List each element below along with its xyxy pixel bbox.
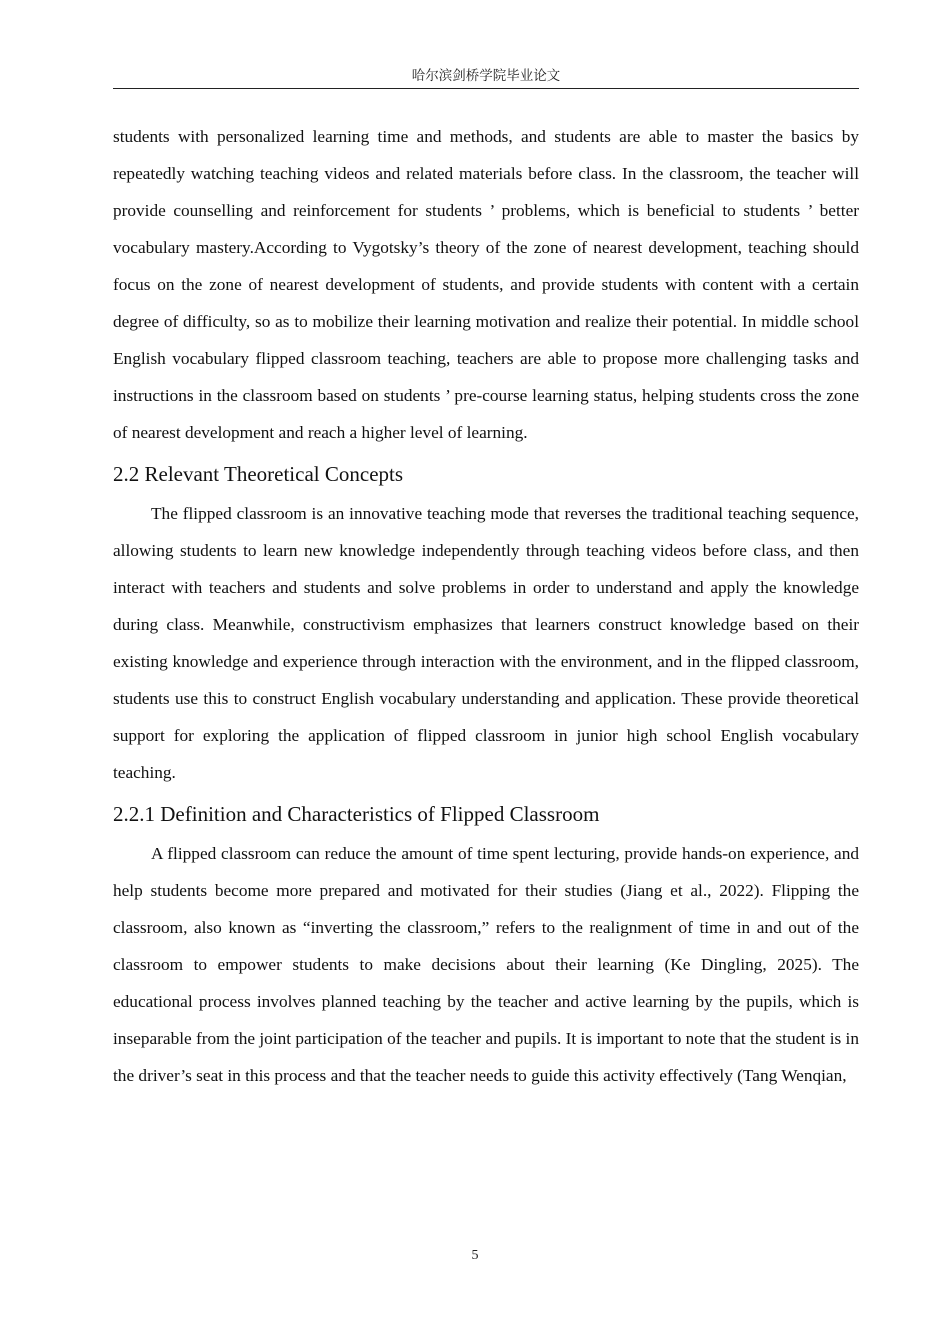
section-heading-2-2-1: 2.2.1 Definition and Characteristics of Flipped Classroom (113, 802, 600, 826)
paragraph-flipped-definition: A flipped classroom can reduce the amount of time spent lecturing, provide hands-on experience, and help students become more prepared and motivated for their studies (Jiang et al., 2022). Flipping the classroom, also known as “inverting the classroom,” refers to the realignment of time in and out of the classroom to empower students to make decisions about their learning (Ke Dingling, 2025). The educational process involves planned teaching by the teacher and active learning by the pupils, which is inseparable from the joint participation of the teacher and pupils. It is important to note that the student is in the driver’s seat in this process and that the teacher needs to guide this activity effectively (Tang Wenqian, (113, 844, 859, 1085)
page-content (113, 118, 859, 1094)
header-title: 哈尔滨剑桥学院毕业论文 (411, 68, 561, 83)
page-number: 5 (471, 1248, 479, 1263)
page-header (113, 66, 859, 89)
paragraph-theoretical-concepts: The flipped classroom is an innovative teaching mode that reverses the traditional teaching sequence, allowing students to learn new knowledge independently through teaching videos before class, and then interact with teachers and students and solve problems in order to understand and apply the knowledge during class. Meanwhile, constructivism emphasizes that learners construct knowledge based on their existing knowledge and experience through interaction with the environment, and in the flipped classroom, students use this to construct English vocabulary understanding and application. These provide theoretical support for exploring the application of flipped classroom in junior high school English vocabulary teaching. (113, 504, 859, 782)
section-heading-2-2: 2.2 Relevant Theoretical Concepts (113, 462, 404, 486)
paragraph-continuation: students with personalized learning time and methods, and students are able to master the basics by repeatedly watching teaching videos and related materials before class. In the classroom, the teacher will provide counselling and reinforcement for students ’ problems, which is beneficial to students ’ better vocabulary mastery.According to Vygotsky’s theory of the zone of nearest development, teaching should focus on the zone of nearest development of students, and provide students with content with a certain degree of difficulty, so as to mobilize their learning motivation and realize their potential. In middle school English vocabulary flipped classroom teaching, teachers are able to propose more challenging tasks and instructions in the classroom based on students ’ pre-course learning status, helping students cross the zone of nearest development and reach a higher level of learning. (113, 127, 859, 442)
